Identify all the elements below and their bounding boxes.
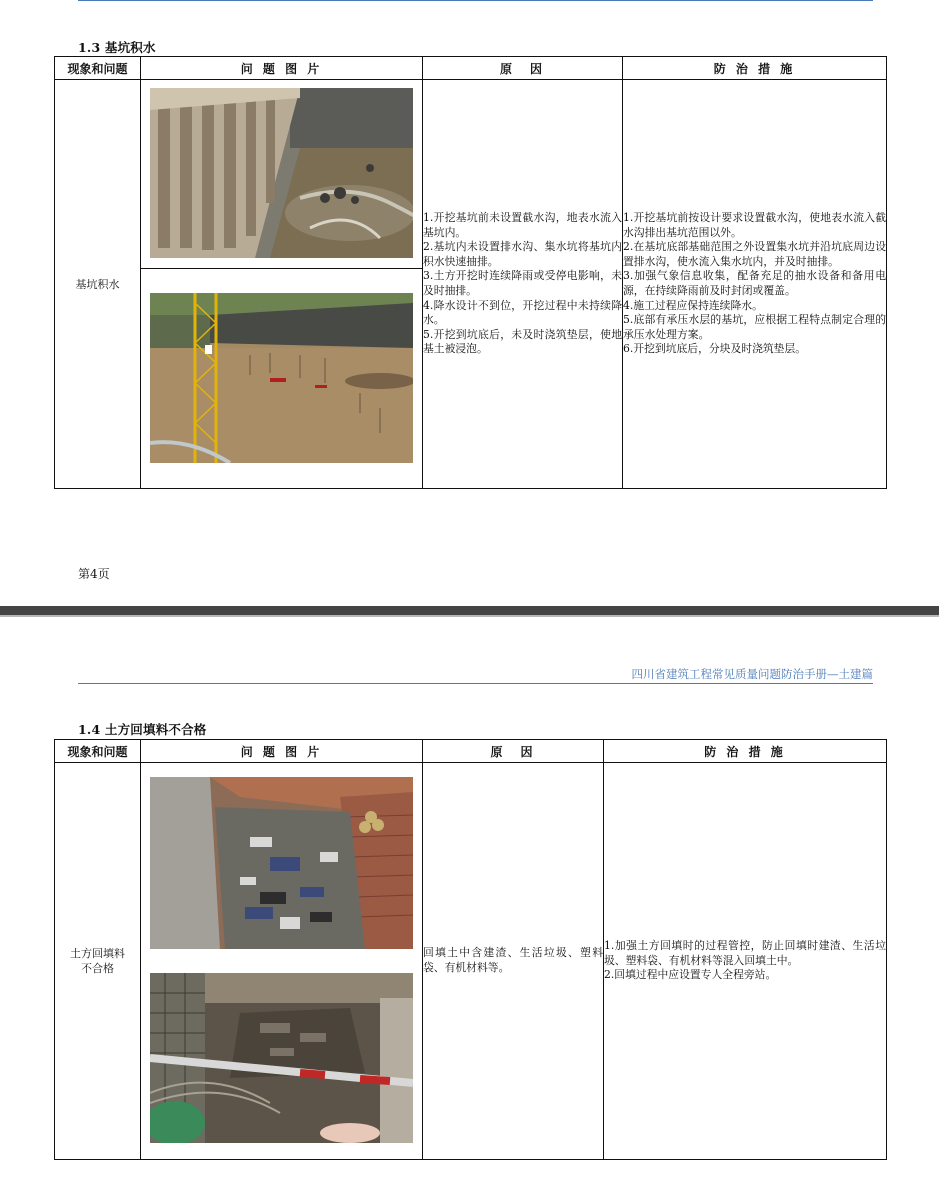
cause-item: 回填土中含建渣、生活垃圾、塑料袋、有机材料等。 — [423, 946, 603, 974]
running-header: 四川省建筑工程常见质量问题防治手册—土建篇 — [631, 667, 873, 681]
photo-box-2 — [141, 269, 422, 488]
header-measures: 防 治 措 施 — [623, 57, 887, 80]
photo-box-1 — [141, 763, 422, 1159]
causes-cell — [423, 80, 623, 489]
measure-item: 4.施工过程应保持连续降水。 — [623, 298, 763, 312]
section-1-4-table — [54, 739, 887, 1160]
page-separator — [0, 606, 939, 615]
measure-item: 2.回填过程中应设置专人全程旁站。 — [604, 968, 777, 982]
measure-item: 2.在基坑底部基础范围之外设置集水坑并沿坑底周边设置排水沟，使水流入集水坑内，并及时抽排。 — [623, 240, 886, 268]
phenomenon-cell: 基坑积水 — [55, 80, 141, 489]
page-number: 第4页 — [78, 567, 110, 581]
causes-cell — [423, 763, 604, 1160]
debris-trench-photo — [150, 973, 413, 1143]
measures-cell — [604, 763, 887, 1160]
measure-item: 1.加强土方回填时的过程管控，防止回填时建渣、生活垃圾、塑料袋、有机材料等混入回填土中。 — [604, 939, 886, 967]
header-causes: 原 因 — [423, 740, 604, 763]
cause-item: 3.土方开挖时连续降雨或受停电影响，未及时抽排。 — [423, 269, 622, 297]
cause-item: 4.降水设计不到位，开挖过程中未持续降水。 — [423, 298, 622, 327]
header-phenomenon: 现象和问题 — [55, 740, 141, 763]
measure-item: 6.开挖到坑底后，分块及时浇筑垫层。 — [623, 342, 807, 356]
measure-item: 1.开挖基坑前按设计要求设置截水沟，使地表水流入截水沟排出基坑范围以外。 — [623, 211, 886, 239]
cause-item: 2.基坑内未设置排水沟、集水坑将基坑内积水快速抽排。 — [423, 240, 622, 268]
measure-item: 3.加强气象信息收集，配备充足的抽水设备和备用电源，在持续降雨前及时封闭或覆盖。 — [623, 269, 886, 297]
photo-box-1 — [141, 80, 422, 269]
section-1-3-title: 1.3 基坑积水 — [78, 40, 156, 55]
header-phenomenon: 现象和问题 — [55, 57, 141, 80]
measure-item: 5.底部有承压水层的基坑，应根据工程特点制定合理的承压水处理方案。 — [623, 313, 886, 341]
header-causes: 原 因 — [423, 57, 623, 80]
running-header-rule — [78, 683, 873, 684]
header-measures: 防 治 措 施 — [604, 740, 887, 763]
photos-cell — [141, 80, 423, 489]
header-photos: 问 题 图 片 — [141, 57, 423, 80]
top-rule — [78, 0, 873, 1]
phenomenon-cell: 土方回填料不合格 — [55, 763, 141, 1160]
section-1-4-title: 1.4 土方回填料不合格 — [78, 722, 207, 737]
photos-cell — [141, 763, 423, 1160]
cause-item: 1.开挖基坑前未设置截水沟，地表水流入基坑内。 — [423, 211, 622, 239]
section-1-3-table — [54, 56, 887, 489]
cause-item: 5.开挖到坑底后，未及时浇筑垫层，使地基土被浸泡。 — [423, 327, 622, 356]
backfill-waste-photo — [150, 777, 413, 949]
pit-retaining-wall-photo — [150, 88, 413, 258]
measures-cell — [623, 80, 887, 489]
flooded-pit-crane-photo — [150, 293, 413, 463]
page-separator-shadow — [0, 615, 939, 617]
header-photos: 问 题 图 片 — [141, 740, 423, 763]
